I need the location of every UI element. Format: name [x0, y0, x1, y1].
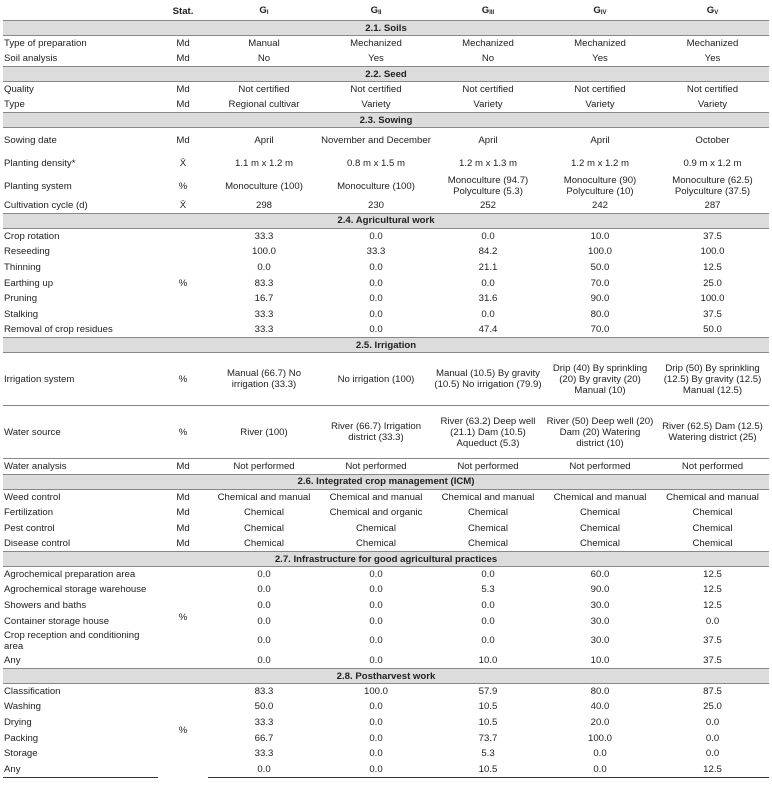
value-cell: 0.0 [320, 762, 432, 778]
value-cell: 10.5 [432, 762, 544, 778]
value-cell: 47.4 [478, 324, 498, 336]
section-header-row [3, 338, 769, 353]
row-label: Quality [4, 84, 34, 96]
value-cell: River (50) Deep well (20) Dam (20) Watering district (10) [544, 406, 656, 459]
value-cell: 90.0 [590, 293, 610, 305]
table-row [3, 505, 769, 521]
value-cell: Variety [585, 99, 615, 111]
row-stat: X̄ [179, 157, 187, 169]
value-cell: Chemical [692, 522, 733, 534]
value-cell: Not performed [320, 459, 432, 475]
value-cell: Chemical and manual [553, 491, 647, 503]
table-row [3, 653, 769, 669]
value-cell: Regional cultivar [228, 99, 300, 111]
value-cell: Not certified [462, 84, 514, 96]
value-cell: Mechanized [350, 38, 402, 50]
header-group-3: $G_{III}$ [481, 4, 495, 16]
row-label: Crop reception and conditioning area [4, 629, 140, 652]
header-group-2: $G_{II}$ [370, 4, 382, 16]
section-header-row [3, 21, 769, 36]
row-stat: Md [176, 491, 190, 503]
section-title: 2.5. Irrigation [3, 338, 769, 353]
value-cell: 1.2 m x 1.2 m [570, 157, 630, 169]
section-title: 2.4. Agricultural work [3, 213, 769, 228]
value-cell: 37.5 [703, 655, 722, 667]
value-cell: 25.0 [703, 277, 722, 289]
section-title: 2.3. Sowing [3, 113, 769, 128]
value-cell: 10.5 [478, 717, 498, 729]
value-cell: 0.0 [369, 584, 383, 596]
value-cell: 90.0 [590, 584, 610, 596]
table-row [3, 520, 769, 536]
value-cell: 10.0 [590, 655, 610, 667]
table-row [3, 51, 769, 67]
value-cell: 25.0 [703, 701, 722, 713]
value-cell: 80.0 [590, 686, 610, 698]
value-cell: 37.5 [703, 635, 722, 647]
value-cell: 0.0 [369, 748, 383, 760]
table-row [3, 598, 769, 614]
value-cell: 40.0 [590, 701, 610, 713]
table-row [3, 36, 769, 52]
value-cell: 83.3 [254, 686, 274, 698]
row-label: Agrochemical storage warehouse [4, 584, 147, 596]
value-cell: River (63.2) Deep well (21.1) Dam (10.5) Aqueduct (5.3) [432, 406, 544, 459]
value-cell: 5.3 [481, 584, 495, 596]
value-cell: April [590, 134, 610, 146]
value-cell: Chemical [244, 538, 284, 550]
table-row [3, 322, 769, 338]
value-cell: 21.1 [478, 261, 498, 273]
table-row [3, 459, 769, 475]
row-label: Any [4, 655, 21, 667]
value-cell: 12.5 [703, 569, 722, 581]
value-cell: Chemical [468, 507, 508, 519]
value-cell: 230 [367, 199, 384, 211]
value-cell: Chemical and manual [666, 491, 759, 503]
value-cell: 100.0 [587, 732, 612, 744]
table-row [3, 260, 769, 276]
value-cell: 100.0 [700, 293, 725, 305]
row-label: Weed control [4, 491, 61, 503]
value-cell: 0.0 [544, 762, 656, 778]
table-row [3, 82, 769, 98]
value-cell: 0.0 [705, 717, 720, 729]
value-cell: 12.5 [703, 600, 722, 612]
row-label: Fertilization [4, 507, 54, 519]
table-body [3, 21, 769, 778]
row-label: Water analysis [3, 459, 158, 475]
row-label: Container storage house [4, 615, 110, 627]
value-cell: Chemical and manual [329, 491, 423, 503]
row-label: Type of preparation [4, 38, 87, 50]
value-cell: 1.1 m x 1.2 m [234, 157, 294, 169]
value-cell: 0.0 [369, 615, 383, 627]
value-cell: Mechanized [574, 38, 626, 50]
value-cell: 73.7 [478, 732, 498, 744]
row-label: Classification [4, 686, 61, 698]
value-cell: River (66.7) Irrigation district (33.3) [320, 406, 432, 459]
value-cell: 0.0 [257, 261, 271, 273]
value-cell: 0.0 [369, 732, 383, 744]
value-cell: 10.0 [590, 231, 610, 243]
table-row [3, 762, 769, 778]
value-cell: Chemical and organic [329, 507, 423, 519]
table-row [3, 536, 769, 552]
row-label: Crop rotation [4, 231, 60, 243]
header-blank [3, 3, 158, 21]
section-title: 2.7. Infrastructure for good agricultural practices [3, 552, 769, 567]
row-label: Planting system [4, 180, 72, 192]
value-cell: River (62.5) Dam (12.5) Watering district (25) [656, 406, 769, 459]
value-cell: Monoculture (90) Polyculture (10) [563, 175, 637, 198]
value-cell: 70.0 [590, 277, 610, 289]
value-cell: Variety [473, 99, 503, 111]
value-cell: 242 [591, 199, 608, 211]
value-cell: 0.0 [257, 584, 271, 596]
value-cell: 0.0 [481, 277, 495, 289]
value-cell: 33.3 [254, 717, 274, 729]
row-stat: Md [176, 99, 190, 111]
section-title: 2.8. Postharvest work [3, 669, 769, 684]
value-cell: 87.5 [703, 686, 722, 698]
value-cell: 57.9 [478, 686, 498, 698]
value-cell: 50.0 [703, 324, 722, 336]
value-cell: 16.7 [254, 293, 274, 305]
table-row [3, 746, 769, 762]
table-row [3, 730, 769, 746]
value-cell: Not performed [432, 459, 544, 475]
value-cell: Manual [248, 38, 280, 50]
value-cell: Mechanized [462, 38, 514, 50]
value-cell: October [695, 134, 730, 146]
value-cell: River (100) [208, 406, 320, 459]
value-cell: 100.0 [251, 246, 276, 258]
value-cell: Not performed [544, 459, 656, 475]
value-cell: 0.0 [705, 748, 720, 760]
section-title: 2.2. Seed [3, 67, 769, 82]
value-cell: 0.0 [481, 308, 495, 320]
value-cell: Chemical [468, 522, 508, 534]
value-cell: 80.0 [590, 308, 610, 320]
value-cell: 0.0 [481, 231, 495, 243]
value-cell: 33.3 [254, 324, 274, 336]
value-cell: 60.0 [590, 569, 610, 581]
value-cell: 100.0 [363, 686, 388, 698]
value-cell: 0.0 [593, 748, 607, 760]
value-cell: Chemical [244, 507, 284, 519]
data-table [3, 3, 769, 778]
value-cell: 287 [704, 199, 721, 211]
value-cell: 0.0 [257, 655, 271, 667]
row-label: Washing [4, 701, 41, 713]
value-cell: 50.0 [254, 701, 274, 713]
value-cell: Yes [592, 53, 608, 65]
table-row [3, 613, 769, 629]
value-cell: 0.0 [369, 655, 383, 667]
value-cell: Drip (40) By sprinkling (20) By gravity (20) Manual (10) [552, 362, 648, 396]
row-stat: Md [176, 38, 190, 50]
row-stat: % [178, 612, 188, 624]
value-cell: 30.0 [590, 615, 610, 627]
value-cell: Manual (10.5) By gravity (10.5) No irrigation (79.9) [434, 368, 542, 391]
row-label: Storage [4, 748, 38, 760]
value-cell: 37.5 [703, 308, 722, 320]
section-header-row [3, 552, 769, 567]
row-label: Soil analysis [4, 53, 58, 65]
value-cell: 0.0 [481, 600, 495, 612]
row-label: Irrigation system [4, 373, 75, 385]
row-stat: Md [176, 53, 190, 65]
value-cell: 100.0 [700, 246, 725, 258]
row-stat: Md [176, 522, 190, 534]
row-stat: % [178, 725, 188, 737]
value-cell: Chemical [356, 538, 396, 550]
section-header-row [3, 669, 769, 684]
row-label: Type [4, 99, 25, 111]
row-label: Drying [4, 717, 32, 729]
row-stat: % [178, 373, 188, 385]
value-cell: Monoculture (100) [225, 180, 303, 192]
value-cell: 0.0 [369, 277, 383, 289]
value-cell: Drip (50) By sprinkling (12.5) By gravity (12.5) Manual (12.5) [663, 362, 762, 396]
section-header-row [3, 213, 769, 228]
value-cell: 50.0 [590, 261, 610, 273]
value-cell: 100.0 [587, 246, 612, 258]
value-cell: 1.2 m x 1.3 m [458, 157, 518, 169]
value-cell: Chemical [692, 507, 733, 519]
value-cell: Not performed [208, 459, 320, 475]
value-cell: April [254, 134, 274, 146]
value-cell: 31.6 [478, 293, 498, 305]
table-row [3, 228, 769, 244]
value-cell: 0.8 m x 1.5 m [346, 157, 406, 169]
value-cell: 0.0 [369, 600, 383, 612]
row-stat: X̄ [179, 199, 187, 211]
row-label: Earthing up [4, 277, 54, 289]
value-cell: 0.0 [257, 569, 271, 581]
value-cell: Not certified [350, 84, 402, 96]
value-cell: 33.3 [254, 308, 274, 320]
value-cell: 0.0 [705, 732, 720, 744]
value-cell: 5.3 [481, 748, 495, 760]
value-cell: 0.0 [369, 293, 383, 305]
section-header-row [3, 67, 769, 82]
value-cell: Yes [704, 53, 721, 65]
value-cell: 0.0 [369, 261, 383, 273]
table-row [3, 629, 769, 653]
value-cell: 33.3 [366, 246, 386, 258]
value-cell: Chemical [356, 522, 396, 534]
value-cell: 20.0 [590, 717, 610, 729]
value-cell: 33.3 [254, 748, 274, 760]
value-cell: Chemical [580, 538, 620, 550]
value-cell: 0.0 [369, 308, 383, 320]
row-label: Agrochemical preparation area [4, 569, 136, 581]
value-cell: 37.5 [703, 231, 722, 243]
row-stat: Md [176, 134, 190, 146]
row-label: Planting density* [4, 157, 76, 169]
value-cell: 12.5 [656, 762, 769, 778]
row-stat: % [158, 406, 208, 459]
value-cell: Chemical and manual [217, 491, 311, 503]
value-cell: Not performed [656, 459, 769, 475]
value-cell: Chemical [468, 538, 508, 550]
value-cell: 0.0 [369, 231, 383, 243]
value-cell: 30.0 [590, 600, 610, 612]
section-header-row [3, 113, 769, 128]
row-label: Stalking [4, 308, 39, 320]
value-cell: 0.0 [481, 635, 495, 647]
value-cell: Monoculture (100) [337, 180, 415, 192]
table-row [3, 128, 769, 152]
value-cell: 70.0 [590, 324, 610, 336]
value-cell: 298 [255, 199, 272, 211]
value-cell: 0.9 m x 1.2 m [683, 157, 742, 169]
table-row [3, 244, 769, 260]
value-cell: 252 [479, 199, 496, 211]
value-cell: 0.0 [369, 324, 383, 336]
table-row [3, 175, 769, 198]
value-cell: Chemical and manual [441, 491, 535, 503]
row-label: Disease control [4, 538, 71, 550]
value-cell: Manual (66.7) No irrigation (33.3) [226, 368, 302, 391]
value-cell: Chemical [580, 507, 620, 519]
row-stat: % [178, 180, 188, 192]
value-cell: Chemical [692, 538, 733, 550]
value-cell: 0.0 [257, 635, 271, 647]
value-cell: 10.0 [478, 655, 498, 667]
value-cell: 0.0 [257, 600, 271, 612]
value-cell: Not certified [574, 84, 626, 96]
table-row [3, 715, 769, 731]
value-cell: No irrigation (100) [337, 373, 415, 385]
value-cell: No [481, 53, 495, 65]
value-cell: Mechanized [686, 38, 739, 50]
value-cell: 30.0 [590, 635, 610, 647]
header-group-4: $G_{IV}$ [593, 4, 607, 16]
value-cell: 0.0 [369, 717, 383, 729]
table-row [3, 152, 769, 175]
table-row [3, 567, 769, 583]
row-label: Pest control [4, 522, 55, 534]
header-group-5: $G_V$ [706, 4, 719, 16]
row-label: Packing [4, 732, 39, 744]
table-row [3, 198, 769, 214]
row-label: Cultivation cycle (d) [4, 199, 88, 211]
table-row [3, 582, 769, 598]
header-row [3, 3, 769, 21]
row-stat: % [178, 277, 188, 289]
value-cell: 84.2 [478, 246, 498, 258]
table-row [3, 291, 769, 307]
value-cell: Monoculture (94.7) Polyculture (5.3) [447, 175, 529, 198]
table-row [3, 97, 769, 113]
section-header-row [3, 474, 769, 489]
value-cell: 0.0 [369, 635, 383, 647]
value-cell: Yes [368, 53, 384, 65]
value-cell: 0.0 [705, 615, 720, 627]
header-group-1: $G_I$ [259, 4, 269, 16]
value-cell: 12.5 [703, 261, 722, 273]
value-cell: 66.7 [254, 732, 274, 744]
row-stat: Md [176, 507, 190, 519]
value-cell: 0.0 [369, 569, 383, 581]
value-cell: 12.5 [703, 584, 722, 596]
value-cell: Chemical [244, 522, 284, 534]
row-label: Thinning [4, 261, 41, 273]
value-cell: Monoculture (62.5) Polyculture (37.5) [672, 175, 753, 198]
row-label: Any [3, 762, 158, 778]
value-cell: November and December [321, 134, 431, 146]
row-label: Pruning [4, 293, 38, 305]
table-row [3, 406, 769, 459]
value-cell: 0.0 [481, 615, 495, 627]
value-cell: 83.3 [254, 277, 274, 289]
row-label: Water source [3, 406, 158, 459]
value-cell: April [478, 134, 498, 146]
value-cell: 33.3 [254, 231, 274, 243]
table-row [3, 699, 769, 715]
section-title: 2.6. Integrated crop management (ICM) [3, 474, 769, 489]
row-label: Showers and baths [4, 600, 87, 612]
table-row [3, 306, 769, 322]
row-label: Sowing date [4, 134, 57, 146]
row-stat: Md [176, 84, 190, 96]
value-cell: Not certified [238, 84, 290, 96]
row-stat: Md [176, 538, 190, 550]
value-cell: Not certified [686, 84, 739, 96]
value-cell: Variety [697, 99, 728, 111]
header-stat: Stat. [172, 6, 194, 17]
value-cell: 0.0 [369, 701, 383, 713]
value-cell: 10.5 [478, 701, 498, 713]
value-cell: 0.0 [257, 615, 271, 627]
table-row [3, 353, 769, 406]
value-cell: Variety [361, 99, 391, 111]
value-cell: 0.0 [208, 762, 320, 778]
value-cell: 0.0 [481, 569, 495, 581]
table-row [3, 489, 769, 505]
table-row [3, 684, 769, 700]
table-row [3, 275, 769, 291]
row-label: Removal of crop residues [4, 324, 113, 336]
row-label: Reseeding [4, 246, 50, 258]
value-cell: Chemical [580, 522, 620, 534]
row-stat: Md [158, 459, 208, 475]
section-title: 2.1. Soils [3, 21, 769, 36]
value-cell: No [257, 53, 271, 65]
